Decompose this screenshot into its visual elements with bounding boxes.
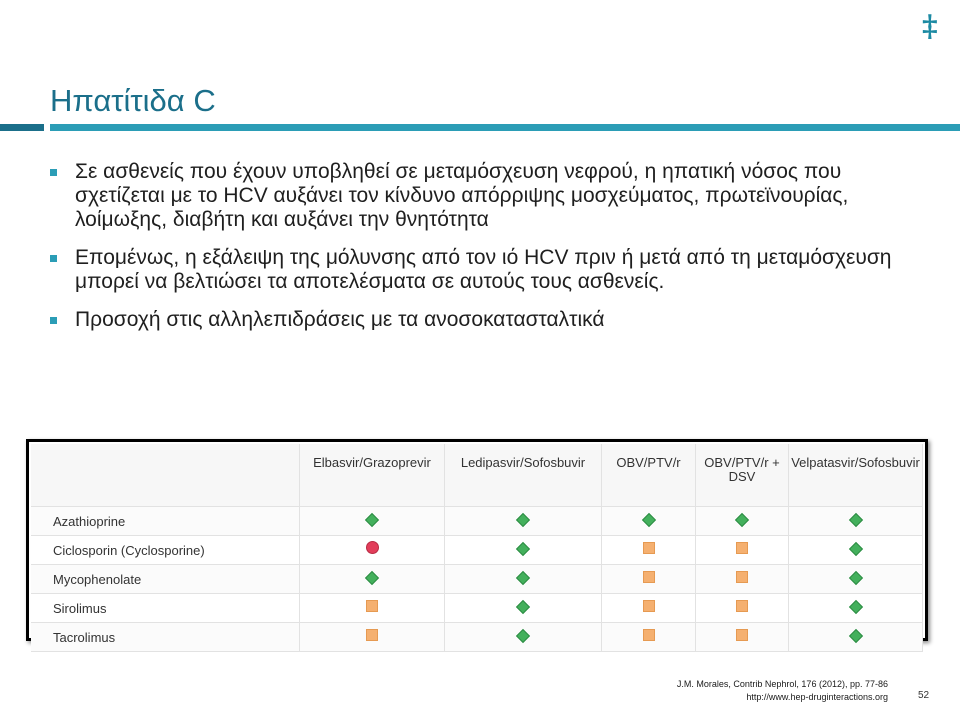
- interaction-cell: [789, 536, 923, 565]
- interaction-cell: [602, 623, 696, 652]
- amber-square-icon: [643, 542, 655, 554]
- interaction-cell: [300, 623, 445, 652]
- slide-title: Ηπατίτιδα C: [50, 83, 216, 118]
- bullet-square-icon: [50, 255, 57, 262]
- amber-square-icon: [643, 600, 655, 612]
- table-header-row: [31, 444, 923, 507]
- bullet-text: Σε ασθενείς που έχουν υποβληθεί σε μεταμόσχευση νεφρού, η ηπατική νόσος που σχετίζεται με το HCV αυξάνει τον κίνδυνο απόρριψης μοσχεύματος, πρωτεϊνουρίας, λοίμωξης, διαβήτη και αυξάνει την θνητότητα: [75, 160, 849, 231]
- interaction-cell: [445, 594, 602, 623]
- logo-icon: ‡: [922, 9, 938, 44]
- interaction-cell: [602, 536, 696, 565]
- red-circle-icon: [366, 541, 379, 554]
- reference-citation: J.M. Morales, Contrib Nephrol, 176 (2012), pp. 77-86: [676, 679, 888, 689]
- table-row: [31, 594, 923, 623]
- interaction-cell: [445, 565, 602, 594]
- green-diamond-icon: [848, 542, 862, 556]
- interaction-cell: [696, 594, 789, 623]
- interaction-cell: [696, 507, 789, 536]
- amber-square-icon: [736, 571, 748, 583]
- interaction-table: [31, 444, 923, 652]
- interaction-cell: [300, 536, 445, 565]
- table-body: [31, 507, 923, 652]
- interaction-cell: [445, 507, 602, 536]
- bullet-text: Επομένως, η εξάλειψη της μόλυνσης από τον ιό HCV πριν ή μετά από τη μεταμόσχευση μπορεί να βελτιώσει τα αποτελέσματα σε αυτούς τους ασθενείς.: [75, 246, 892, 293]
- green-diamond-icon: [365, 513, 379, 527]
- interaction-cell: [696, 536, 789, 565]
- title-rule-left: [0, 124, 44, 131]
- column-header: OBV/PTV/r: [602, 444, 696, 507]
- column-header: OBV/PTV/r + DSV: [696, 444, 789, 507]
- green-diamond-icon: [641, 513, 655, 527]
- table-row: [31, 623, 923, 652]
- interaction-cell: [602, 565, 696, 594]
- bullet-square-icon: [50, 169, 57, 176]
- interaction-table-frame: [26, 439, 928, 645]
- bullet-square-icon: [50, 317, 57, 324]
- green-diamond-icon: [848, 571, 862, 585]
- column-header: Elbasvir/Grazoprevir: [300, 444, 445, 507]
- drug-name-cell: Sirolimus: [31, 594, 300, 623]
- green-diamond-icon: [848, 600, 862, 614]
- bullet-text: Προσοχή στις αλληλεπιδράσεις με τα ανοσοκατασταλτικά: [75, 308, 605, 331]
- column-header: Velpatasvir/Sofosbuvir: [789, 444, 923, 507]
- drug-name-cell: Mycophenolate: [31, 565, 300, 594]
- green-diamond-icon: [848, 629, 862, 643]
- green-diamond-icon: [516, 513, 530, 527]
- green-diamond-icon: [365, 571, 379, 585]
- interaction-cell: [445, 623, 602, 652]
- interaction-cell: [300, 594, 445, 623]
- interaction-cell: [300, 565, 445, 594]
- interaction-cell: [696, 623, 789, 652]
- green-diamond-icon: [516, 629, 530, 643]
- green-diamond-icon: [516, 600, 530, 614]
- amber-square-icon: [736, 542, 748, 554]
- amber-square-icon: [366, 600, 378, 612]
- title-rule-right: [50, 124, 960, 131]
- drug-name-cell: Ciclosporin (Cyclosporine): [31, 536, 300, 565]
- bullet-item: [48, 160, 928, 232]
- table-row: [31, 507, 923, 536]
- table-corner-cell: [31, 444, 300, 507]
- reference-link[interactable]: http://www.hep-druginteractions.org: [746, 692, 888, 702]
- amber-square-icon: [643, 629, 655, 641]
- bullet-item: [48, 246, 928, 294]
- green-diamond-icon: [516, 571, 530, 585]
- interaction-cell: [696, 565, 789, 594]
- interaction-cell: [602, 594, 696, 623]
- table-row: [31, 565, 923, 594]
- green-diamond-icon: [848, 513, 862, 527]
- interaction-cell: [300, 507, 445, 536]
- interaction-cell: [789, 507, 923, 536]
- interaction-cell: [789, 594, 923, 623]
- reference: [618, 678, 888, 704]
- green-diamond-icon: [735, 513, 749, 527]
- amber-square-icon: [736, 600, 748, 612]
- interaction-cell: [445, 536, 602, 565]
- amber-square-icon: [736, 629, 748, 641]
- amber-square-icon: [366, 629, 378, 641]
- interaction-cell: [602, 507, 696, 536]
- drug-name-cell: Tacrolimus: [31, 623, 300, 652]
- table-row: [31, 536, 923, 565]
- interaction-cell: [789, 565, 923, 594]
- drug-name-cell: Azathioprine: [31, 507, 300, 536]
- bullet-list: [48, 160, 928, 346]
- interaction-cell: [789, 623, 923, 652]
- green-diamond-icon: [516, 542, 530, 556]
- page-number: 52: [918, 690, 930, 701]
- amber-square-icon: [643, 571, 655, 583]
- column-header: Ledipasvir/Sofosbuvir: [445, 444, 602, 507]
- bullet-item: [48, 308, 928, 332]
